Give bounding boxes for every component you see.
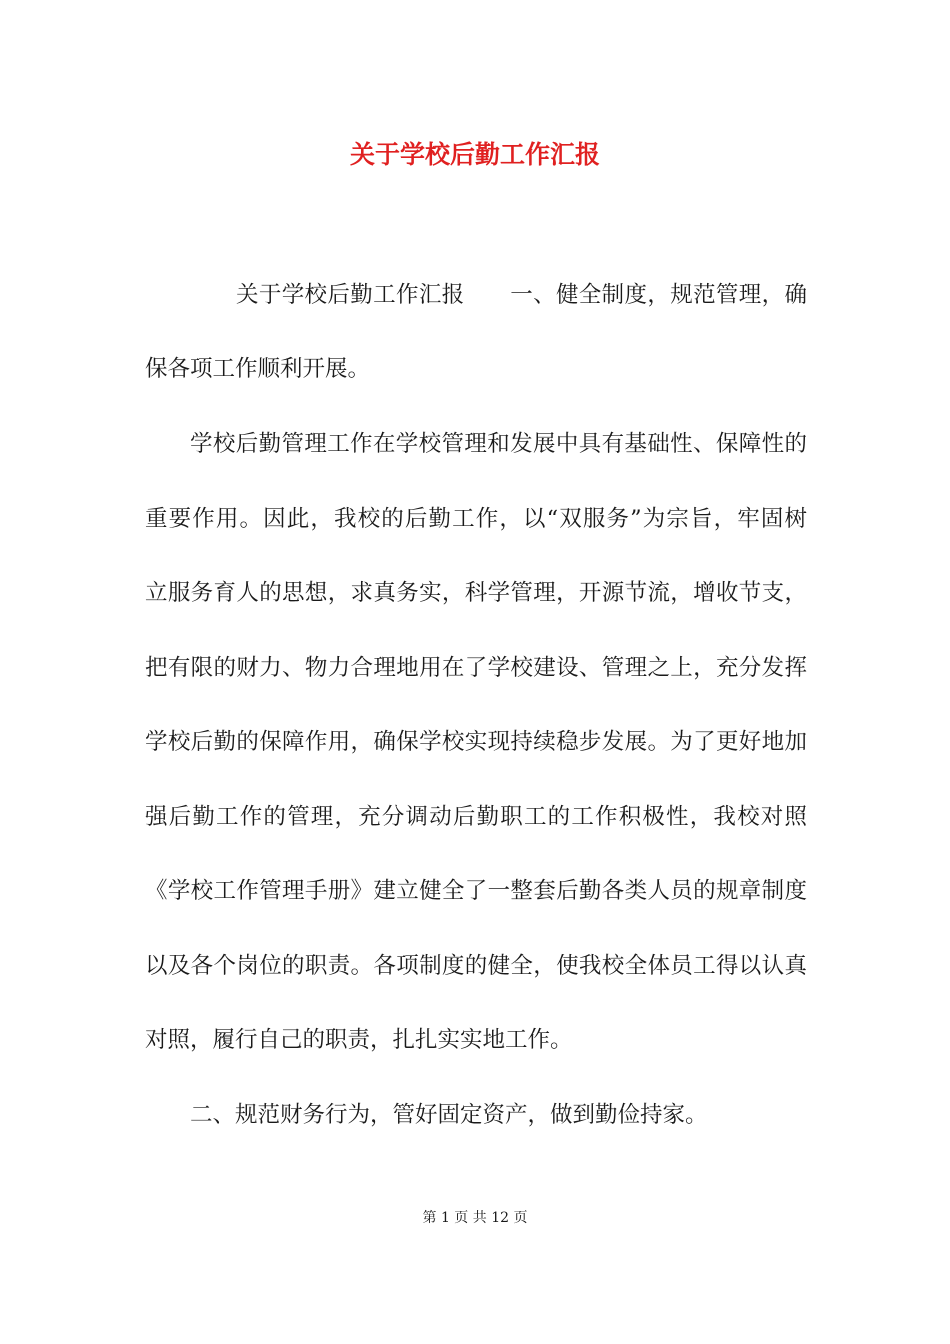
paragraph-line: 关于学校后勤工作汇报 一、健全制度，规范管理，确 <box>236 282 807 308</box>
paragraph-line: 二、规范财务行为，管好固定资产，做到勤俭持家。 <box>190 1102 708 1128</box>
paragraph-line: 重要作用。因此，我校的后勤工作，以“双服务”为宗旨，牢固树 <box>145 506 807 532</box>
page-number-footer: 第 1 页 共 12 页 <box>422 1210 528 1226</box>
paragraph-line: 把有限的财力、物力合理地用在了学校建设、管理之上，充分发挥 <box>145 655 807 681</box>
paragraph-line: 保各项工作顺利开展。 <box>145 356 371 382</box>
paragraph-line: 《学校工作管理手册》建立健全了一整套后勤各类人员的规章制度 <box>145 878 807 904</box>
paragraph-line: 学校后勤管理工作在学校管理和发展中具有基础性、保障性的 <box>190 431 807 457</box>
paragraph-line: 立服务育人的思想，求真务实，科学管理，开源节流，增收节支， <box>145 580 807 606</box>
paragraph-line: 以及各个岗位的职责。各项制度的健全，使我校全体员工得以认真 <box>145 953 807 979</box>
document-title: 关于学校后勤工作汇报 <box>349 140 600 169</box>
paragraph-line: 学校后勤的保障作用，确保学校实现持续稳步发展。为了更好地加 <box>145 729 807 755</box>
paragraph-line: 对照，履行自己的职责，扎扎实实地工作。 <box>145 1027 573 1053</box>
paragraph-line: 强后勤工作的管理，充分调动后勤职工的工作积极性，我校对照 <box>145 804 807 830</box>
